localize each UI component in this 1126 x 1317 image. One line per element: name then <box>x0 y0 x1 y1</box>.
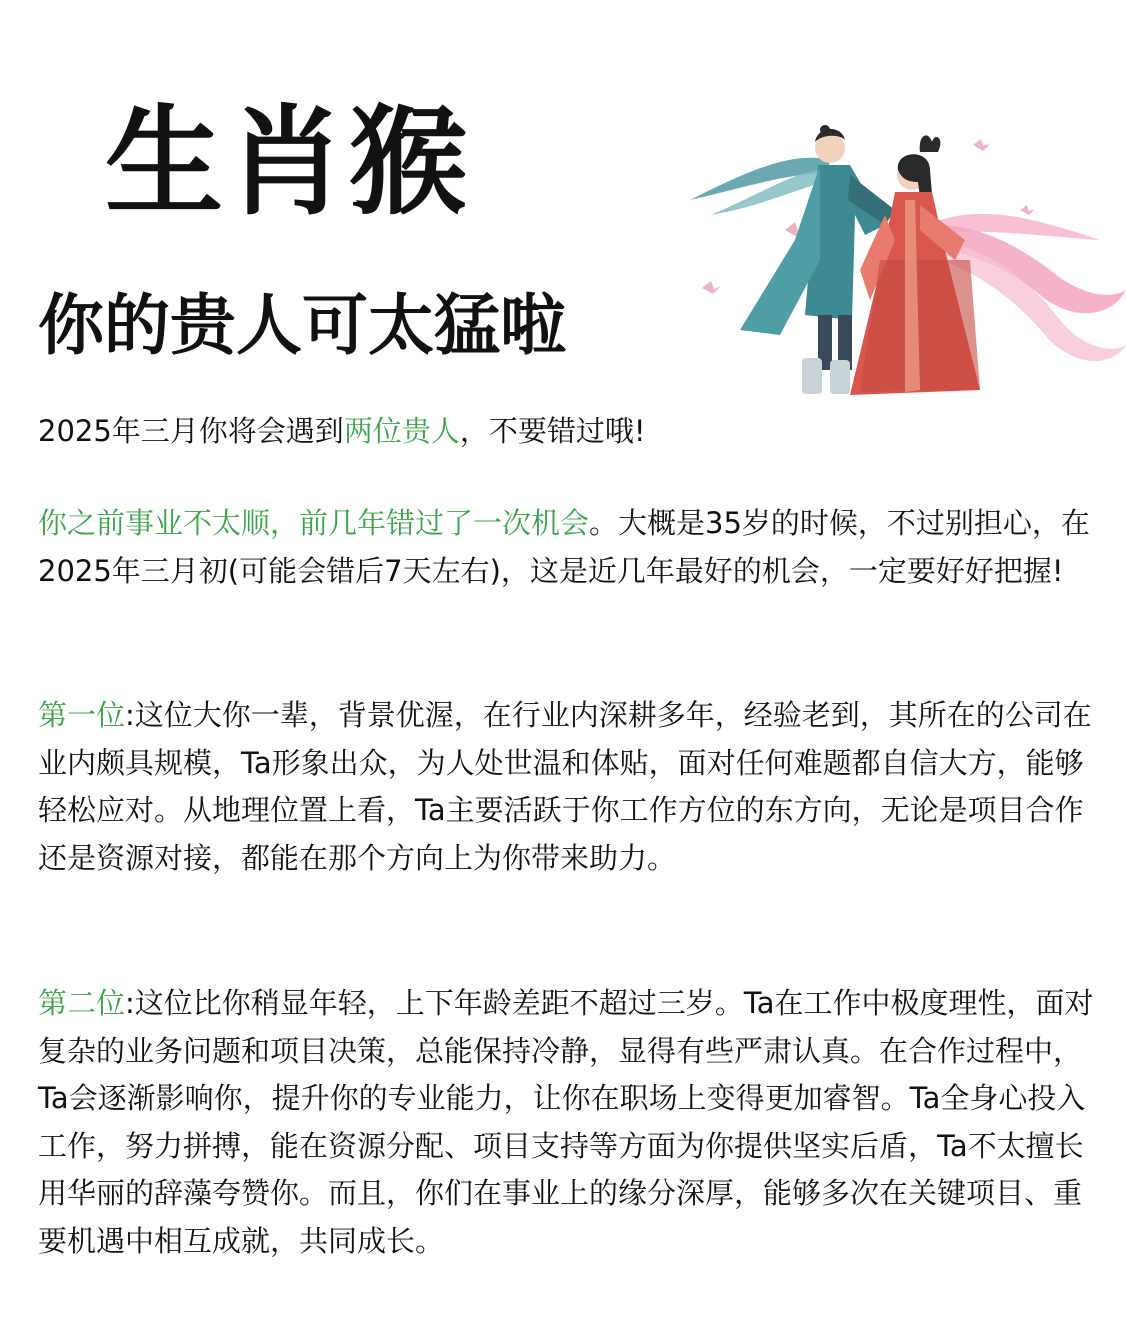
couple-illustration-icon <box>680 120 1126 410</box>
second-noble-paragraph <box>38 980 1108 1265</box>
intro-suffix: ，不要错过哦! <box>459 414 646 448</box>
intro-paragraph <box>38 408 1108 456</box>
past-paragraph <box>38 500 1108 595</box>
first-noble-label: 第一位 <box>38 698 126 732</box>
second-noble-label: 第二位 <box>38 986 126 1020</box>
intro-highlight: 两位贵人 <box>343 414 460 448</box>
second-noble-text: :这位比你稍显年轻，上下年龄差距不超过三岁。Ta在工作中极度理性，面对复杂的业务问题和项目决策，总能保持冷静，显得有些严肃认真。在合作过程中，Ta会逐渐影响你，提升你的专业能力，让你在职场上变得更加睿智。Ta全身心投入工作，努力拼搏，能在资源分配、项目支持等方面为你提供坚实后盾，Ta不太擅长用华丽的辞藻夸赞你。而且，你们在事业上的缘分深厚，能够多次在关键项目、重要机遇中相互成就，共同成长。 <box>38 986 1094 1258</box>
page-title: 生肖猴 <box>105 93 472 231</box>
page-subtitle: 你的贵人可太猛啦 <box>38 287 566 364</box>
past-text: 。大概是35岁的时候，不过别担心，在2025年三月初(可能会错后7天左右)，这是近几年最好的机会，一定要好好把握! <box>38 506 1090 588</box>
first-noble-text: :这位大你一辈，背景优渥，在行业内深耕多年，经验老到，其所在的公司在业内颇具规模，Ta形象出众，为人处世温和体贴，面对任何难题都自信大方，能够轻松应对。从地理位置上看，Ta主要活跃于你工作方位的东方向，无论是项目合作还是资源对接，都能在那个方向上为你带来助力。 <box>38 698 1092 875</box>
intro-prefix: 2025年三月你将会遇到 <box>38 414 344 448</box>
first-noble-paragraph <box>38 692 1108 882</box>
past-highlight: 你之前事业不太顺，前几年错过了一次机会 <box>38 506 590 540</box>
